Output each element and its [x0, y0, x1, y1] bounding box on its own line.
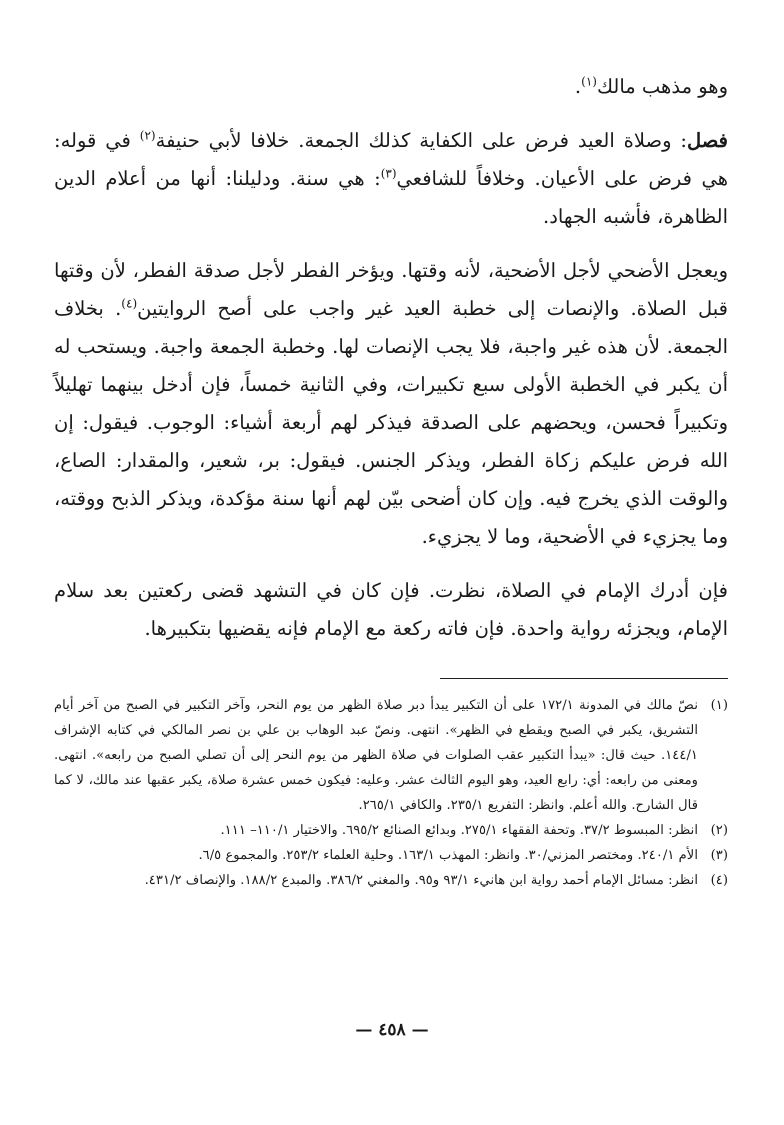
footnote-3	[54, 843, 728, 868]
footnote-ref-3: (٣)	[380, 166, 397, 181]
paragraph-2-text-1: : وصلاة العيد فرض على الكفاية كذلك الجمعة. خلافا لأبي حنيفة	[155, 129, 687, 152]
paragraph-1	[54, 68, 728, 106]
footnote-4	[54, 868, 728, 893]
section-heading: فصل	[687, 129, 728, 152]
paragraph-3-text-2: . بخلاف الجمعة. لأن هذه غير واجبة، فلا يجب الإنصات لها. وخطبة الجمعة واجبة. ويستحب له أن يكبر في الخطبة الأولى سبع تكبيرات، وفي الثانية خمساً، فإن أدخل بينهما تهليلاً وتكبيراً فحسن، ويحضهم على الصدقة فيذكر لهم أربعة أشياء: الوجوب. فيقول: إن الله فرض عليكم زكاة الفطر، ويذكر الجنس. فيقول: بر، شعير، والمقدار: الصاع، والوقت الذي يخرج فيه. وإن كان أضحى بيّن لهم أنها سنة مؤكدة، ويذكر الذبح ووقته، وما يجزيء في الأضحية، وما لا يجزيء.	[54, 297, 728, 548]
paragraph-4: فإن أدرك الإمام في الصلاة، نظرت. فإن كان في التشهد قضى ركعتين بعد سلام الإمام، ويجزئه رواية واحدة. فإن فاته ركعة مع الإمام فإنه يقضيها بتكبيرها.	[54, 579, 728, 640]
footnote-text: نصّ مالك في المدونة ١٧٢/١ على أن التكبير يبدأ دبر صلاة الظهر من يوم النحر، وآخر التكبير في الصبح من آخر أيام التشريق، يكبر في الصبح ويقطع في الظهر». انتهى. ونصّ عبد الوهاب بن علي بن نصر المالكي في كتابه الإشراف ١٤٤/١. حيث قال: «يبدأ التكبير عقب الصلوات في صلاة الظهر من يوم النحر إلى أن تصلي الصبح من رابعه». انتهى. ومعنى من رابعه: أي: رابع العيد، وهو اليوم الثالث عشر. وعليه: فيكون خمس عشرة صلاة، يكبر عقبها عند مالك، لا كما قال الشارح. والله أعلم. وانظر: التفريع ٢٣٥/١. والكافي ٢٦٥/١.	[54, 698, 698, 813]
paragraph-2-text-2: في قوله: هي فرض على الأعيان. وخلافاً للشافعي	[54, 129, 728, 190]
paragraph-2-text-3: : هي سنة. ودليلنا: أنها من أعلام الدين الظاهرة، فأشبه الجهاد.	[54, 167, 728, 228]
footnote-ref-2: (٢)	[139, 128, 156, 143]
footnote-number: (٣)	[710, 848, 728, 863]
page-number: — ٤٥٨ —	[355, 1020, 429, 1040]
footnote-number: (١)	[710, 698, 728, 713]
paragraph-2	[54, 122, 728, 236]
paragraph-1-end: .	[574, 75, 582, 98]
footnote-ref-1: (١)	[581, 74, 597, 89]
footnote-number: (٤)	[710, 873, 728, 888]
footnote-2	[54, 818, 728, 843]
footnote-text: انظر: مسائل الإمام أحمد رواية ابن هانيء ٩٣/١ و٩٥. والمغني ٣٨٦/٢. والمبدع ١٨٨/٢. والإنصاف ٤٣١/٢.	[144, 873, 698, 888]
paragraph-3-text-1: ويعجل الأضحي لأجل الأضحية، لأنه وقتها. ويؤخر الفطر لأجل صدقة الفطر، لأن وقتها قبل الصلاة. والإنصات إلى خطبة العيد غير واجب على أصح الروايتين	[54, 259, 728, 320]
footnote-divider	[440, 678, 728, 679]
paragraph-1-text: وهو مذهب مالك	[596, 75, 728, 98]
footnote-1	[54, 693, 728, 818]
paragraph-3	[54, 252, 728, 556]
footnote-text: انظر: المبسوط ٣٧/٢. وتحفة الفقهاء ٢٧٥/١. وبدائع الصنائع ٦٩٥/٢. والاختيار ١١٠/١– ١١١.	[220, 823, 698, 838]
footnote-number: (٢)	[710, 823, 728, 838]
footnotes	[54, 693, 728, 893]
footnote-text: الأم ٢٤٠/١. ومختصر المزني/٣٠. وانظر: المهذب ١٦٣/١. وحلية العلماء ٢٥٣/٢. والمجموع ٦/٥.	[198, 848, 698, 863]
footnote-ref-4: (٤)	[121, 296, 138, 311]
